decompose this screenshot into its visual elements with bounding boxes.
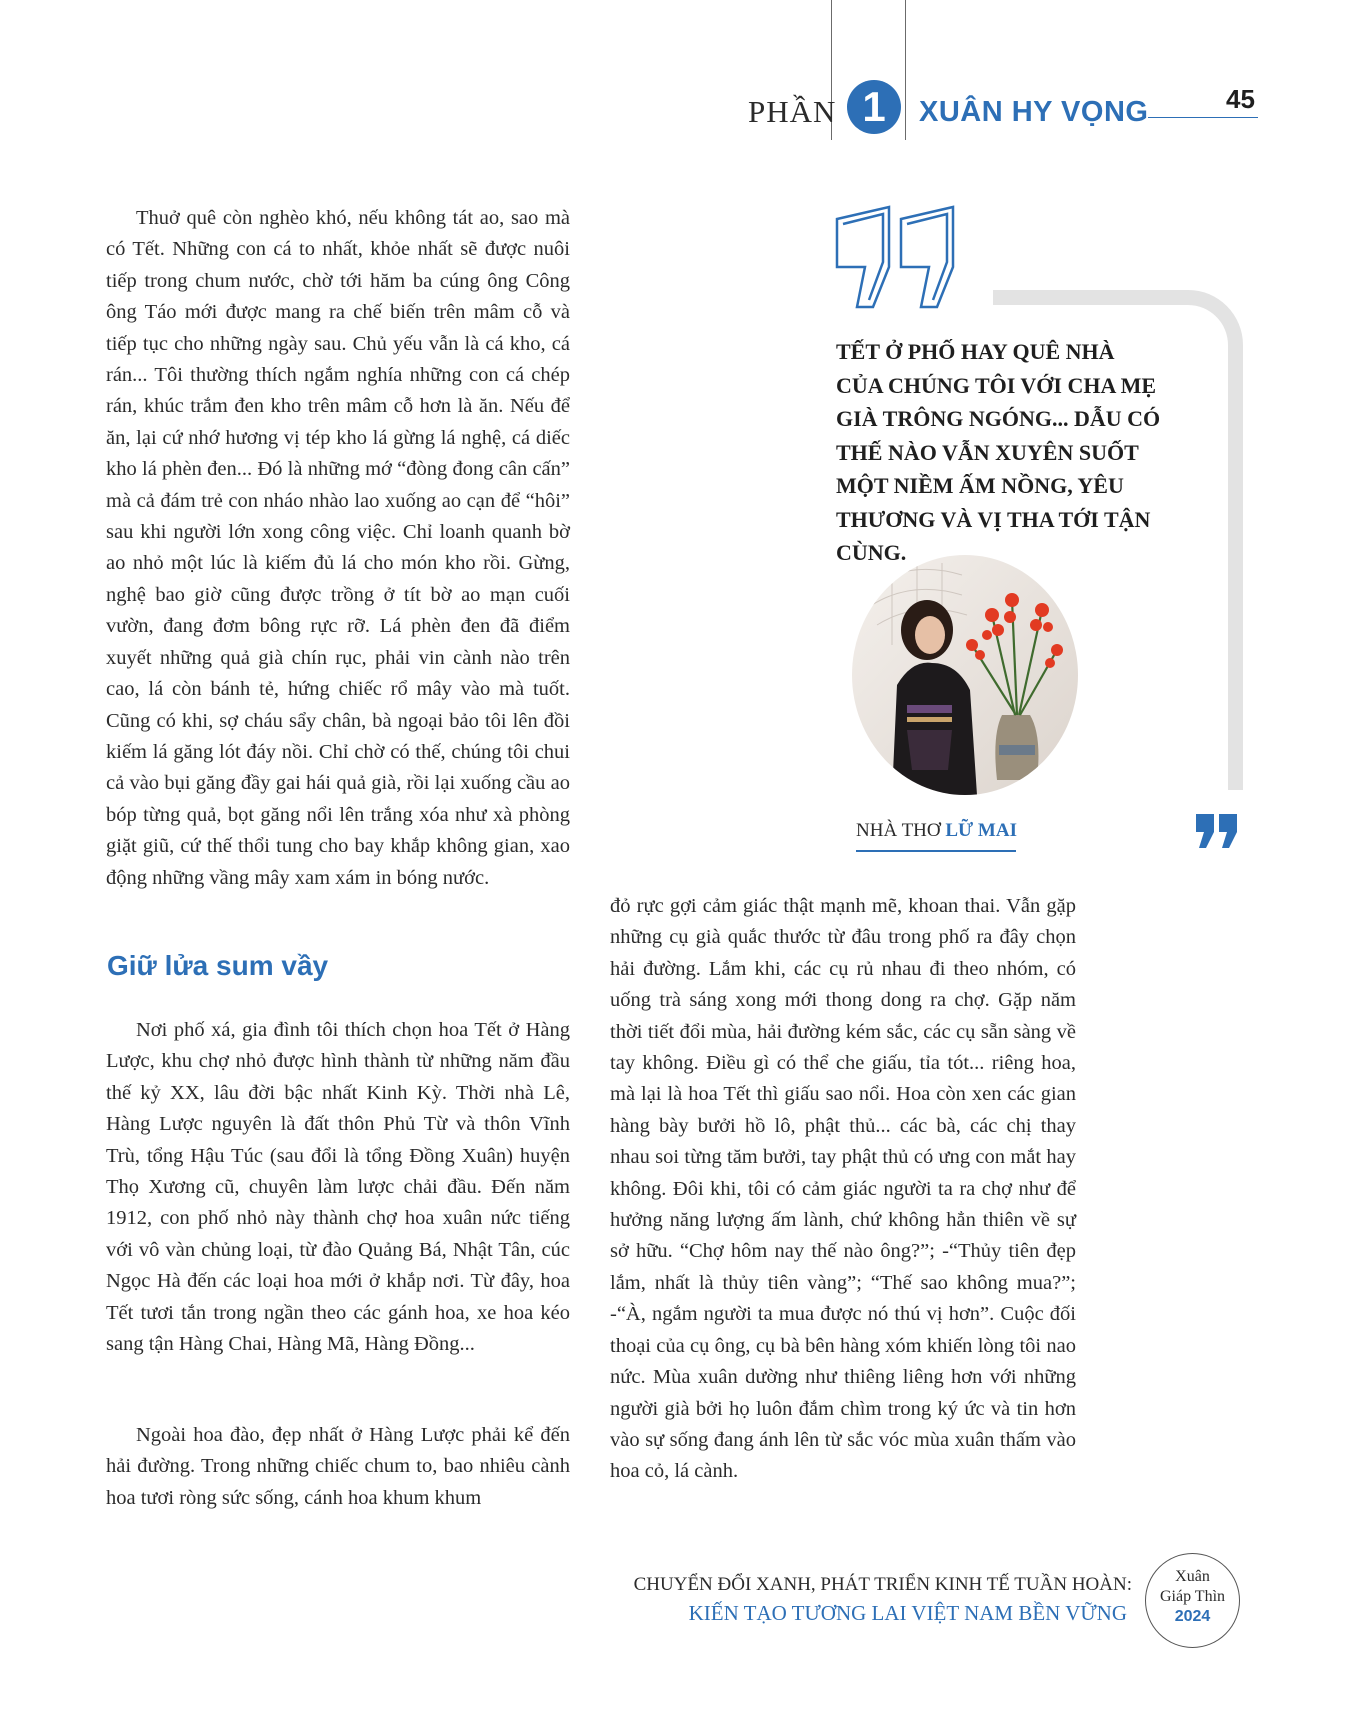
badge-year: 2024 [1174,1608,1211,1625]
footer-tagline: CHUYỂN ĐỔI XANH, PHÁT TRIỂN KINH TẾ TUẦN HOÀN: [633,1574,1132,1595]
author-name: LỮ MAI [945,820,1017,841]
pull-quote-text: TẾT Ở PHỐ HAY QUÊ NHÀ CỦA CHÚNG TÔI VỚI CHA MẸ GIÀ TRÔNG NGÓNG... DẪU CÓ THẾ NÀO VẪN XUYÊN SUỐT MỘT NIỀM ẤM NỒNG, YÊU THƯƠNG VÀ VỊ THA TỚI TẬN CÙNG. [836,339,1161,565]
issue-badge [1145,1553,1240,1648]
author-portrait [852,555,1078,795]
left-paragraph-1: Thuở quê còn nghèo khó, nếu không tát ao, sao mà có Tết. Những con cá to nhất, khỏe nhất sẽ được nuôi tiếp trong chum nước, chờ tới hăm ba cúng ông Công ông Táo mới được mang ra chế biến trên mâm cỗ và tiếp tục cho những ngày sau. Chủ yếu vẫn là cá kho, cá rán... Tôi thường thích ngắm nghía những con cá chép rán, khúc trắm đen kho trên mâm cỗ hơn là ăn. Nếu để ăn, lại cứ nhớ hương vị tép kho lá gừng lá nghệ, cá diếc kho lá phèn đen... Đó là những mớ “đòng đong cân cấn” mà cả đám trẻ con nháo nhào lao xuống ao cạn để “hôi” sau khi người lớn xong công việc. Chỉ loanh quanh bờ ao nhỏ một lúc là kiếm đủ lá cho món kho rồi. Gừng, nghệ bao giờ cũng được trồng ở tít bờ ao mạn cuối vườn, đang đơm bông rực rỡ. Lá phèn đen đã điểm xuyết những quả già chín rục, phải vin cành nào trên cao, lá còn bánh tẻ, hứng chiếc rổ mây vào mà tuốt. Cũng có khi, sợ cháu sẩy chân, bà ngoại bảo tôi lên đồi kiếm lá găng lót đáy nồi. Chỉ chờ có thế, chúng tôi chui cả vào bụi găng đầy gai hái quả già, rồi lại xuống cầu ao bóp từng quả, bọt găng nổi lên trắng xóa như xà phòng giặt giũ, cứ thế thổi tung cho bay khắp không gian, xao động những vầng mây xam xám in bóng nước. [106,207,570,889]
header-divider-right [905,0,906,140]
part-number-badge: 1 [847,80,901,134]
right-paragraph: đỏ rực gợi cảm giác thật mạnh mẽ, khoan thai. Vẫn gặp những cụ già quắc thước từ đâu trong phố ra đây chọn hải đường. Lắm khi, các cụ rủ nhau đi theo nhóm, có uống trà sáng xong mới thong dong ra chợ. Gặp năm thời tiết đổi mùa, hải đường kém sắc, các cụ sẵn sàng về tay không. Điều gì có thể che giấu, tỉa tót... riêng hoa, mà lại là hoa Tết thì giấu sao nổi. Hoa còn xen các gian hàng bày bưởi hồ lô, phật thủ... các bà, các chị thay nhau soi từng tăm bưởi, tay phật thủ có ưng con mắt hay không. Đôi khi, tôi có cảm giác người ta ra chợ như để hưởng năng lượng ấm lành, chứ không hẳn thiên về sự sở hữu. “Chợ hôm nay thế nào ông?”; -“Thủy tiên đẹp lắm, nhất là thủy tiên vàng”; “Thế sao không mua?”; -“À, ngắm người ta mua được nó thú vị hơn”. Cuộc đối thoại của cụ ông, cụ bà bên hàng xóm khiến lòng tôi nao nức. Mùa xuân dường như thiêng liêng hơn với những người già bởi họ luôn đắm chìm trong ký ức và tin hơn vào sự sống đang ánh lên từ sắc vóc mùa xuân thấm vào hoa cỏ, lá cành. [610,895,1076,1483]
left-paragraph-2: Nơi phố xá, gia đình tôi thích chọn hoa Tết ở Hàng Lược, khu chợ nhỏ được hình thành từ những năm đầu thế kỷ XX, lâu đời bậc nhất Kinh Kỳ. Thời nhà Lê, Hàng Lược nguyên là đất thôn Phủ Từ và thôn Vĩnh Trù, tổng Hậu Túc (sau đổi là tổng Đồng Xuân) huyện Thọ Xương cũ, chuyên làm lược chải đầu. Đến năm 1912, con phố nhỏ này thành chợ hoa xuân nức tiếng với vô vàn chủng loại, từ đào Quảng Bá, Nhật Tân, cúc Ngọc Hà đến các loại hoa mới ở khắp nơi. Từ đây, hoa Tết tươi tắn trong ngần theo các gánh hoa, xe hoa kéo sang tận Hàng Chai, Hàng Mã, Hàng Đồng... [106,1019,570,1356]
author-photo-image [852,555,1078,795]
footer-title: KIẾN TẠO TƯƠNG LAI VIỆT NAM BỀN VỮNG [688,1601,1127,1625]
header-rule [1148,117,1258,118]
badge-line-2: Giáp Thìn [1159,1588,1226,1605]
open-quote-icon [835,205,960,310]
part-label: PHẦN [748,94,837,129]
left-paragraph-3: Ngoài hoa đào, đẹp nhất ở Hàng Lược phải kể đến hải đường. Trong những chiếc chum to, bao nhiêu cành hoa tươi ròng sức sống, cánh hoa khum khum [106,1424,570,1509]
section-subheading: Giữ lửa sum vầy [107,950,329,981]
section-title: XUÂN HY VỌNG [919,96,1149,128]
badge-line-1: Xuân [1175,1568,1210,1585]
author-underline [856,850,1016,852]
close-quote-icon [1194,812,1240,850]
author-prefix: NHÀ THƠ [856,820,941,841]
page-number: 45 [1226,84,1255,114]
author-caption [856,820,1017,842]
